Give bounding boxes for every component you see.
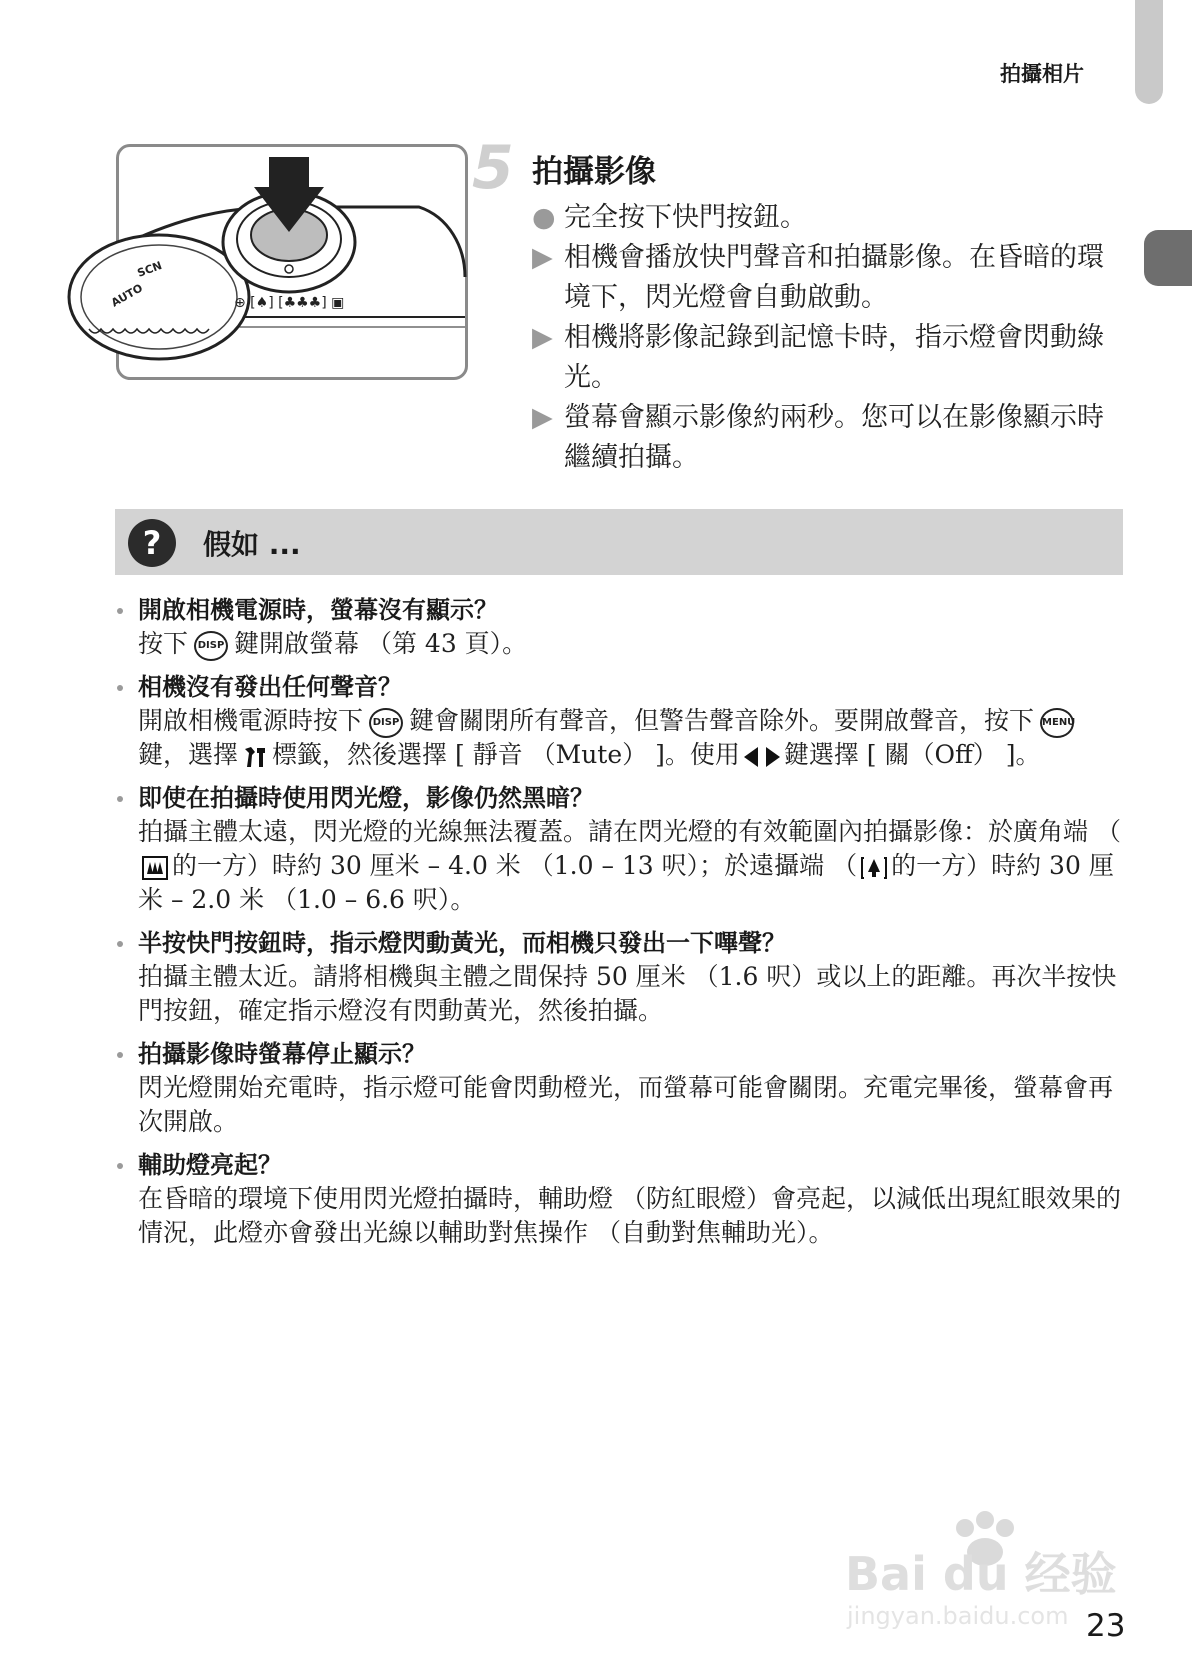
answer-text: 鍵開啟螢幕 （第 43 頁）。 <box>234 629 528 658</box>
bullet-dot <box>117 685 123 691</box>
step-number: 5 <box>472 133 514 203</box>
qa-item <box>117 782 1127 917</box>
step-item <box>532 238 1112 318</box>
qa-item <box>117 1149 1127 1250</box>
answer-text: 拍攝主體太遠，閃光燈的光線無法覆蓋。請在閃光燈的有效範圍內拍攝影像：於廣角端 （ <box>138 817 1121 846</box>
step-item <box>532 318 1112 398</box>
step-list <box>532 198 1112 478</box>
triangle-right-icon: ▶ <box>532 242 553 273</box>
chapter-tab-top <box>1135 0 1163 104</box>
step-item-text: 螢幕會顯示影像約兩秒。您可以在影像顯示時繼續拍攝。 <box>564 402 1104 473</box>
bullet-dot <box>117 1163 123 1169</box>
qa-answer: 在昏暗的環境下使用閃光燈拍攝時，輔助燈 （防紅眼燈）會亮起，以減低出現紅眼效果的情況，此燈亦會發出光線以輔助對焦操作 （自動對焦輔助光）。 <box>138 1184 1121 1247</box>
what-if-banner <box>115 509 1123 575</box>
step-item-text: 相機將影像記錄到記憶卡時，指示燈會閃動綠光。 <box>564 322 1104 393</box>
triangle-right-icon: ▶ <box>532 402 553 433</box>
section-title: 拍攝相片 <box>1000 62 1084 86</box>
baidu-jingyan-watermark <box>845 1500 1125 1630</box>
bullet-circle-icon: ● <box>532 202 556 233</box>
step-item-text: 完全按下快門按鈕。 <box>564 202 807 233</box>
qa-answer <box>138 815 1127 917</box>
answer-text: 按下 <box>138 629 189 658</box>
qa-question: 即使在拍攝時使用閃光燈，影像仍然黑暗？ <box>138 784 594 812</box>
bullet-dot <box>117 608 123 614</box>
step-title: 拍攝影像 <box>532 154 656 190</box>
svg-text:?: ? <box>142 524 162 562</box>
answer-text: 鍵，選擇 <box>138 740 239 769</box>
qa-item <box>117 671 1127 772</box>
camera-top-drawing <box>109 147 465 377</box>
qa-item <box>117 927 1127 1028</box>
question-mark-icon <box>128 519 176 567</box>
troubleshooting-list <box>117 594 1127 1260</box>
qa-question: 輔助燈亮起？ <box>138 1151 282 1179</box>
answer-text: 鍵會關閉所有聲音，但警告聲音除外。要開啟聲音，按下 <box>409 706 1035 735</box>
answer-text: 開啟相機電源時按下 <box>138 706 364 735</box>
watermark-url: jingyan.baidu.com <box>847 1602 1069 1630</box>
svg-text:⊕ [♠] [♣♣♣] ▣: ⊕ [♠] [♣♣♣] ▣ <box>234 295 345 311</box>
qa-answer: 閃光燈開始充電時，指示燈可能會閃動橙光，而螢幕可能會關閉。充電完畢後，螢幕會再次開啟。 <box>138 1073 1114 1136</box>
triangle-right-icon: ▶ <box>532 322 553 353</box>
qa-question: 拍攝影像時螢幕停止顯示？ <box>138 1040 426 1068</box>
what-if-title: 假如 ... <box>203 528 301 561</box>
wide-angle-icon <box>142 856 168 880</box>
svg-text:AUTO: AUTO <box>109 281 145 310</box>
answer-text: 鍵選擇 [ 關（Off） ]。 <box>783 740 1041 769</box>
qa-item <box>117 594 1127 661</box>
step-item <box>532 398 1112 478</box>
qa-answer <box>138 627 1127 661</box>
qa-question: 開啟相機電源時，螢幕沒有顯示？ <box>138 596 498 624</box>
answer-text: 的一方）時約 30 厘米 – 4.0 米 （1.0 – 13 呎）；於遠攝端 （ <box>172 851 858 880</box>
qa-answer: 拍攝主體太近。請將相機與主體之間保持 50 厘米 （1.6 呎）或以上的距離。再次半按快門按鈕，確定指示燈沒有閃動黃光，然後拍攝。 <box>138 962 1117 1025</box>
step-item <box>532 198 1112 238</box>
disp-button-icon: DISP <box>194 631 228 661</box>
chapter-tab-marker <box>1144 230 1192 286</box>
answer-text: 標籤，然後選擇 [ 靜音 （Mute） ]。使用 <box>272 740 740 769</box>
bullet-dot <box>117 1052 123 1058</box>
left-right-arrow-icon <box>744 746 780 768</box>
qa-answer <box>138 704 1127 772</box>
menu-button-icon: MENU <box>1040 708 1074 738</box>
bullet-dot <box>117 796 123 802</box>
watermark-brand: Bai du 经验 <box>845 1547 1117 1601</box>
qa-question: 半按快門按鈕時，指示燈閃動黃光，而相機只發出一下嗶聲？ <box>138 929 786 957</box>
telephoto-icon <box>861 856 887 880</box>
answer-text: 的一方）時約 30 厘米 – 2.0 米 （1.0 – 6.6 呎）。 <box>138 851 1114 914</box>
step-item-text: 相機會播放快門聲音和拍攝影像。在昏暗的環境下，閃光燈會自動啟動。 <box>564 242 1104 313</box>
qa-item <box>117 1038 1127 1139</box>
bullet-dot <box>117 941 123 947</box>
qa-question: 相機沒有發出任何聲音？ <box>138 673 402 701</box>
page-number: 23 <box>1086 1608 1126 1644</box>
settings-tools-icon <box>242 745 268 769</box>
svg-text:SCN: SCN <box>135 258 164 280</box>
disp-button-icon: DISP <box>369 708 403 738</box>
camera-shutter-illustration <box>109 144 468 380</box>
